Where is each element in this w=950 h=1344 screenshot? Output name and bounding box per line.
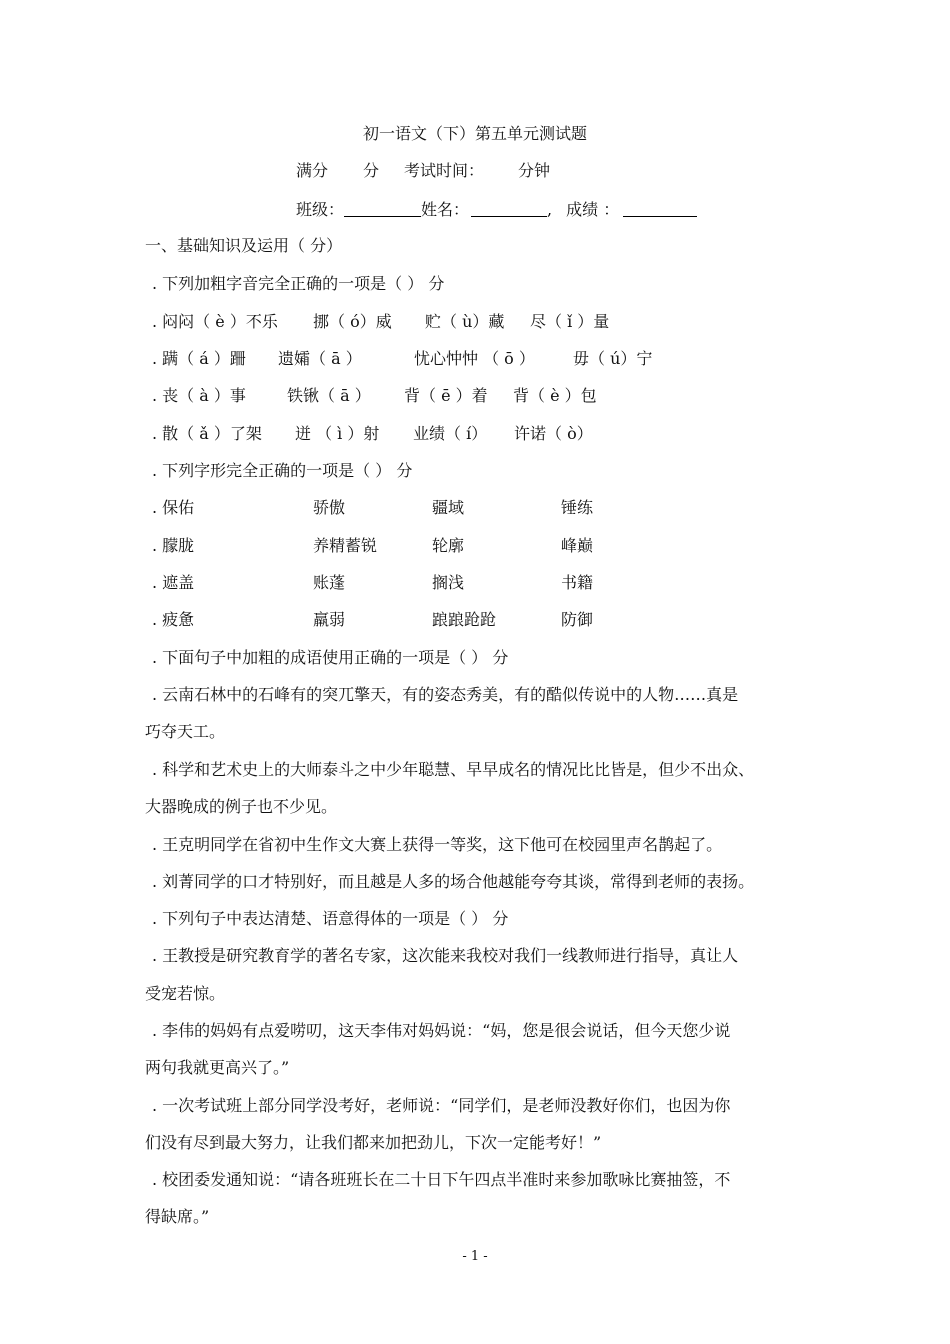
q1-option-a-1: . 闷闷（ è ）不乐: [152, 312, 278, 331]
q1-option-d-3: 业绩（ í）: [413, 424, 488, 443]
minutes-unit: 分钟: [518, 161, 551, 180]
q2-option-d-1: . 疲惫: [152, 610, 195, 629]
q2-stem: . 下列字形完全正确的一项是（ ） 分: [152, 461, 413, 480]
q4-option-b-line2: 两句我就更高兴了。”: [145, 1058, 290, 1077]
q4-stem: . 下列句子中表达清楚、语意得体的一项是（ ） 分: [152, 909, 509, 928]
q1-option-b-4: 毋（ ú）宁: [573, 349, 653, 368]
q1-option-b-1: . 蹒（ á ）跚: [152, 349, 246, 368]
q3-option-d: . 刘菁同学的口才特别好，而且越是人多的场合他越能夸夸其谈，常得到老师的表扬。: [152, 872, 755, 891]
q1-option-d-4: 许诺（ ò）: [514, 424, 593, 443]
score-unit: 分: [363, 161, 380, 180]
q1-option-d-1: . 散（ ǎ ）了架: [152, 424, 262, 443]
q3-option-c: . 王克明同学在省初中生作文大赛上获得一等奖，这下他可在校园里声名鹊起了。: [152, 835, 723, 854]
q4-option-c-line2: 们没有尽到最大努力，让我们都来加把劲儿，下次一定能考好！”: [145, 1133, 602, 1152]
q2-option-a-3: 疆域: [432, 498, 465, 517]
q3-option-a-line2: 巧夺天工。: [145, 722, 226, 741]
q4-option-c-line1: . 一次考试班上部分同学没考好，老师说：“同学们，是老师没教好你们，也因为你: [152, 1096, 731, 1115]
q3-option-b-line2: 大器晚成的例子也不少见。: [145, 797, 338, 816]
q1-option-a-2: 挪（ ó）威: [313, 312, 392, 331]
q3-option-a-line1: . 云南石林中的石峰有的突兀擎天，有的姿态秀美，有的酷似传说中的人物……真是: [152, 685, 739, 704]
q2-option-d-2: 羸弱: [313, 610, 346, 629]
q2-option-c-3: 搁浅: [432, 573, 465, 592]
q2-option-b-4: 峰巅: [561, 536, 594, 555]
q1-option-a-4: 尽（ ǐ ）量: [530, 312, 610, 331]
q2-option-c-2: 账蓬: [313, 573, 346, 592]
q1-option-a-3: 贮（ ù）藏: [425, 312, 505, 331]
exam-time-label: 考试时间：: [404, 161, 485, 180]
q4-option-d-line2: 得缺席。”: [145, 1207, 210, 1226]
q4-option-a-line1: . 王教授是研究教育学的著名专家，这次能来我校对我们一线教师进行指导，真让人: [152, 946, 739, 965]
q4-option-b-line1: . 李伟的妈妈有点爱唠叨，这天李伟对妈妈说：“妈，您是很会说话，但今天您少说: [152, 1021, 731, 1040]
q2-option-a-2: 骄傲: [313, 498, 346, 517]
student-info-row: [296, 200, 697, 220]
q2-option-a-4: 锤练: [561, 498, 594, 517]
q2-option-b-3: 轮廓: [432, 536, 465, 555]
full-score-label: 满分: [296, 161, 329, 180]
q2-option-c-1: . 遮盖: [152, 573, 195, 592]
q1-stem: . 下列加粗字音完全正确的一项是（ ） 分: [152, 274, 445, 293]
q2-option-b-1: . 朦胧: [152, 536, 195, 555]
q3-stem: . 下面句子中加粗的成语使用正确的一项是（ ） 分: [152, 648, 509, 667]
name-blank[interactable]: [471, 200, 547, 217]
q3-option-b-line1: . 科学和艺术史上的大师泰斗之中少年聪慧、早早成名的情况比比皆是，但少不出众、: [152, 760, 755, 779]
q1-option-d-2: 迸 （ ì ）射: [295, 424, 380, 443]
score-blank[interactable]: [623, 200, 697, 217]
comma: ,: [547, 200, 553, 219]
q1-option-b-2: 遗孀（ ā ）: [278, 349, 362, 368]
q4-option-d-line1: . 校团委发通知说：“请各班班长在二十日下午四点半准时来参加歌咏比赛抽签，不: [152, 1170, 731, 1189]
page-title: 初一语文（下）第五单元测试题: [362, 124, 587, 143]
class-blank[interactable]: [344, 200, 421, 217]
q1-option-c-3: 背（ ē ）着: [404, 386, 488, 405]
q1-option-c-2: 铁锹（ ā ）: [287, 386, 371, 405]
name-label: 姓名：: [421, 200, 470, 219]
section-heading: 一、基础知识及运用（ 分）: [145, 236, 343, 255]
class-label: 班级：: [296, 200, 345, 219]
score-label: 成绩 ：: [566, 200, 620, 219]
q2-option-d-3: 踉踉跄跄: [432, 610, 497, 629]
q1-option-c-4: 背（ è ）包: [513, 386, 597, 405]
q2-option-a-1: . 保佑: [152, 498, 195, 517]
q2-option-b-2: 养精蓄锐: [313, 536, 378, 555]
q4-option-a-line2: 受宠若惊。: [145, 984, 226, 1003]
page-number: - 1 -: [462, 1249, 488, 1264]
q2-option-d-4: 防御: [561, 610, 594, 629]
q1-option-c-1: . 丧（ à ）事: [152, 386, 246, 405]
q2-option-c-4: 书籍: [561, 573, 594, 592]
q1-option-b-3: 忧心忡忡 （ ō ）: [414, 349, 535, 368]
